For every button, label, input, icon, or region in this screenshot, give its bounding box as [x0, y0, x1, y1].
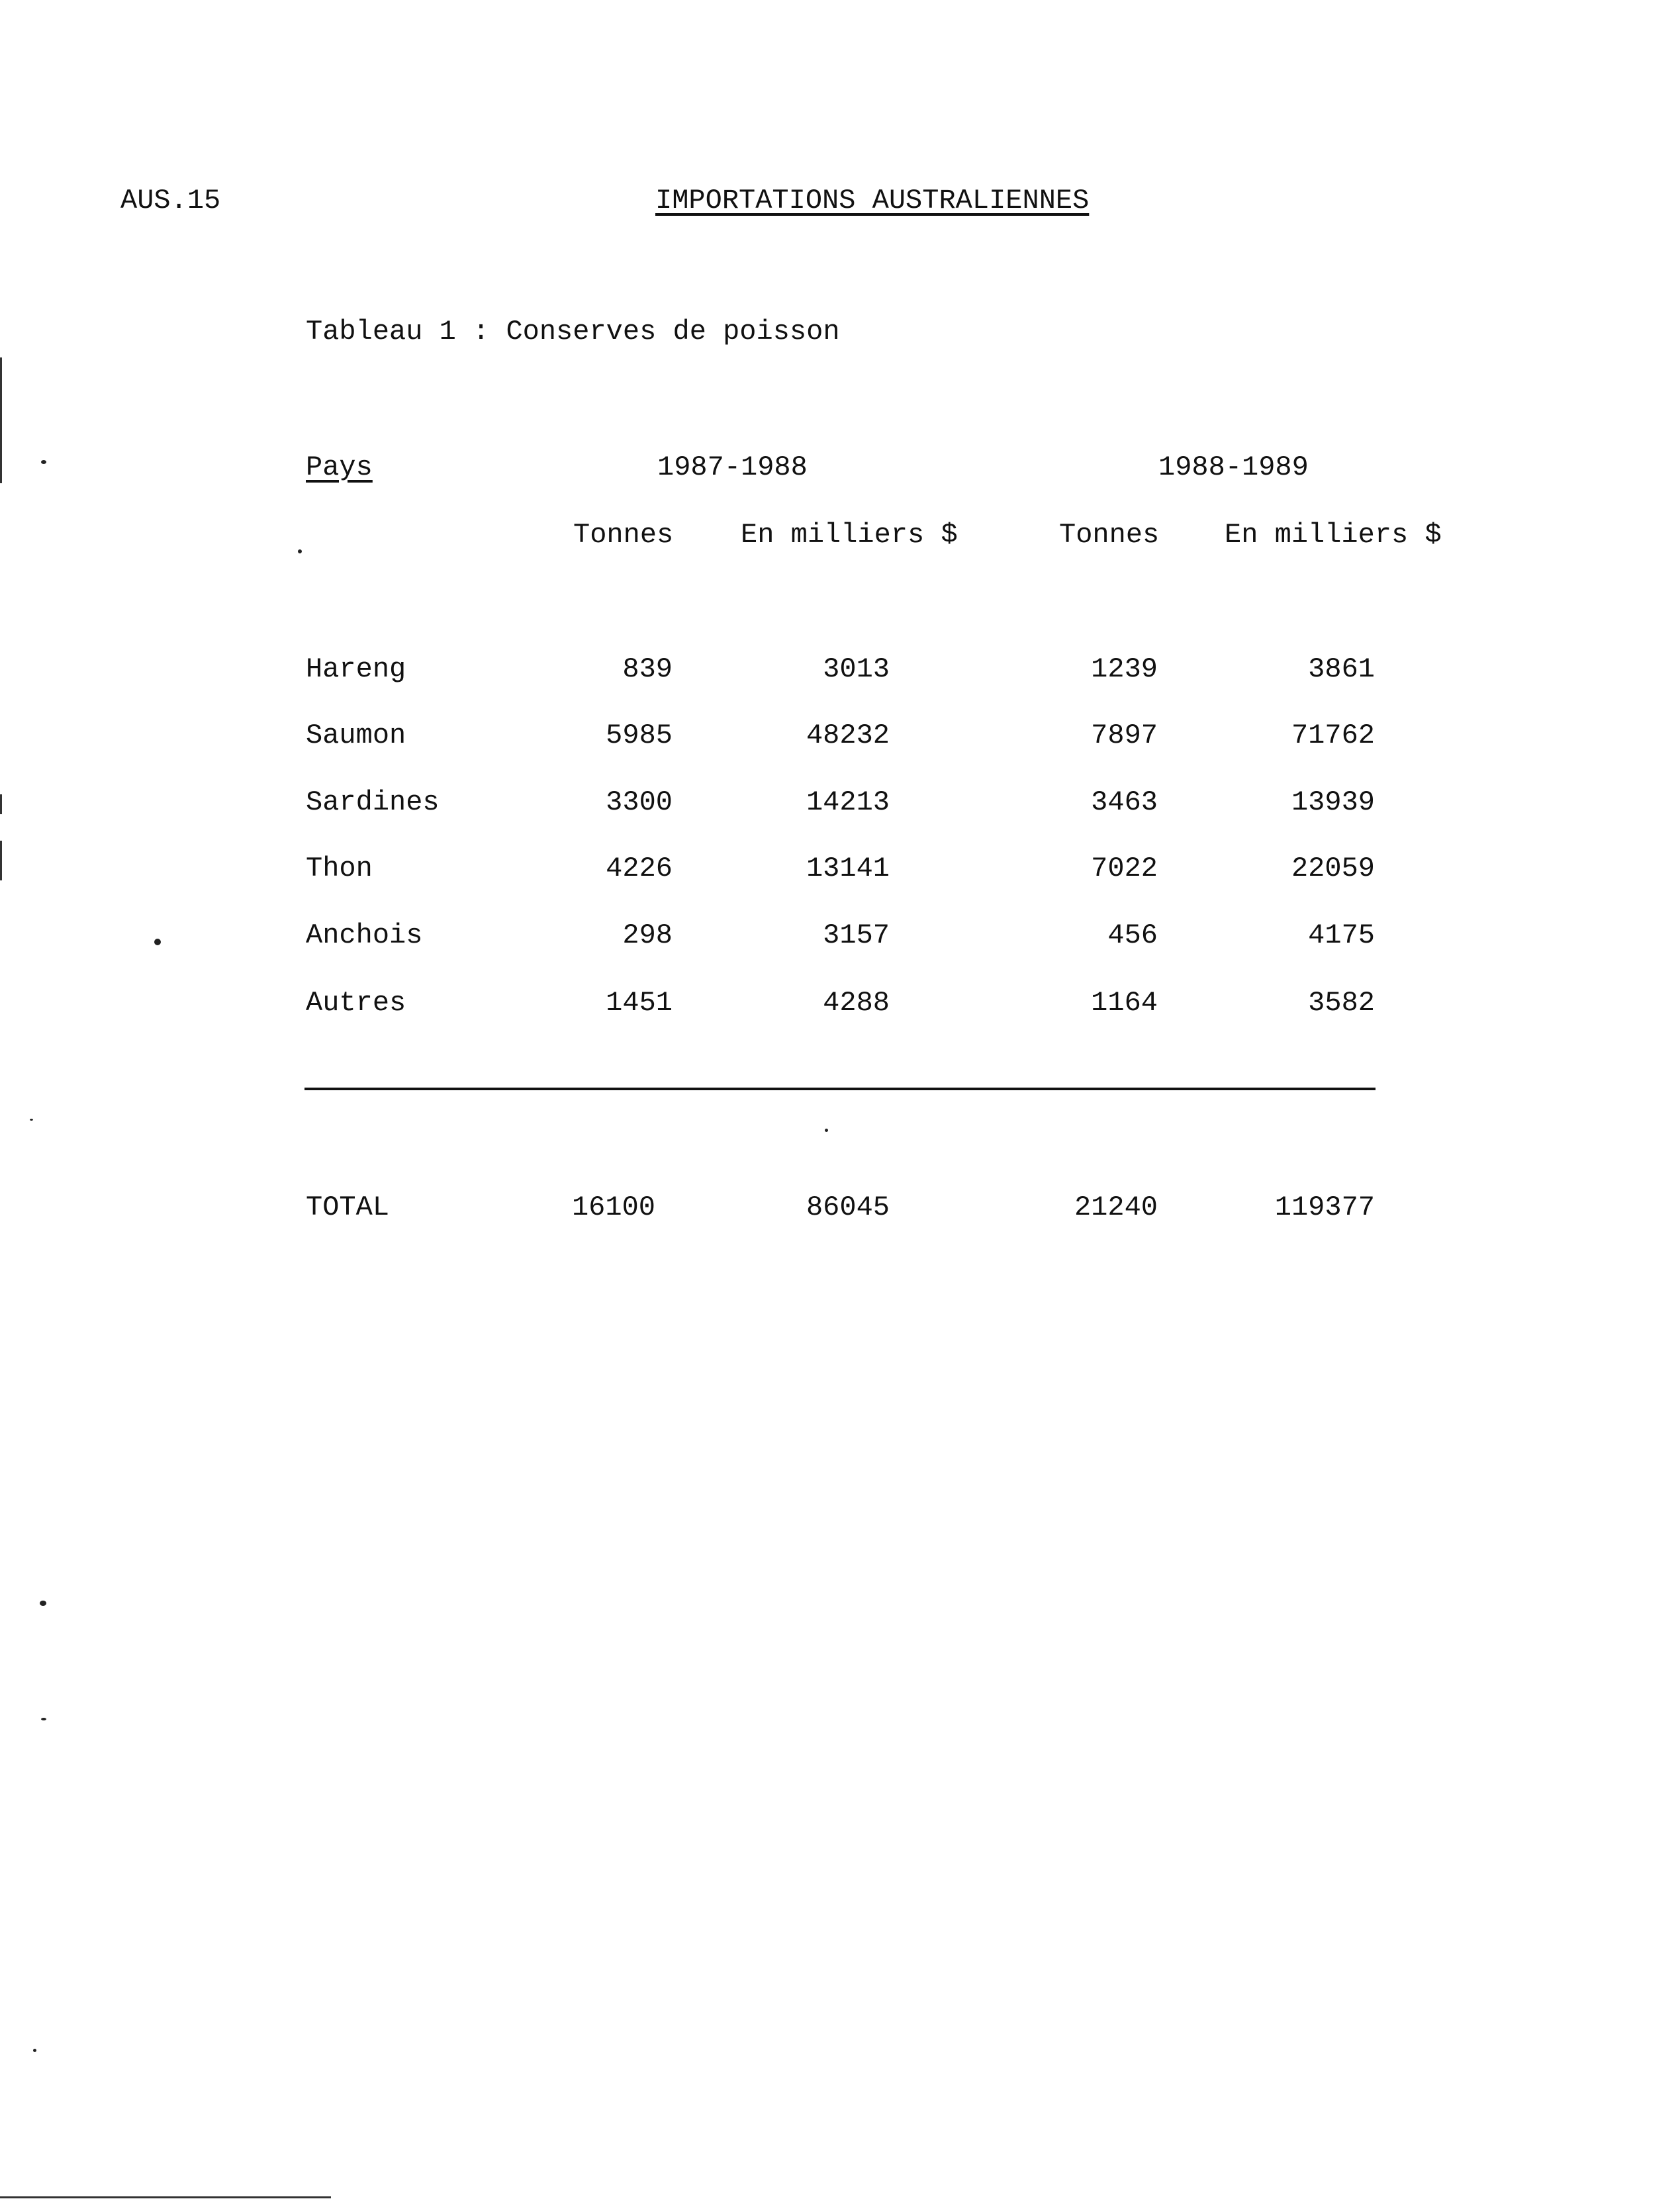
- row-label: Sardines: [306, 786, 440, 818]
- scan-speck: [40, 1601, 46, 1606]
- cell-tonnes-1988: 7022: [1091, 853, 1158, 884]
- row-label: Autres: [306, 987, 406, 1019]
- cell-tonnes-1988: 456: [1107, 919, 1158, 951]
- unit-header-tonnes-1988: Tonnes: [1059, 519, 1160, 551]
- cell-value-1987: 48232: [806, 720, 890, 751]
- row-label: Hareng: [306, 653, 406, 685]
- scan-edge-mark: [0, 2196, 331, 2198]
- scan-edge-mark: [0, 841, 2, 880]
- row-label: Thon: [306, 853, 373, 884]
- total-value-1988: 119377: [1274, 1192, 1375, 1223]
- cell-tonnes-1987: 839: [622, 653, 673, 685]
- cell-value-1987: 3157: [823, 919, 890, 951]
- row-label: Anchois: [306, 919, 423, 951]
- cell-tonnes-1988: 3463: [1091, 786, 1158, 818]
- total-value-1987: 86045: [806, 1192, 890, 1223]
- total-tonnes-1987: 16100: [571, 1192, 655, 1223]
- total-label: TOTAL: [306, 1192, 390, 1223]
- cell-tonnes-1987: 5985: [606, 720, 673, 751]
- scan-speck: [41, 460, 46, 464]
- cell-value-1988: 3861: [1308, 653, 1375, 685]
- cell-value-1988: 13939: [1291, 786, 1375, 818]
- table-separator-rule: [304, 1088, 1376, 1090]
- cell-tonnes-1988: 1239: [1091, 653, 1158, 685]
- cell-value-1987: 4288: [823, 987, 890, 1019]
- table-caption: Tableau 1 : Conserves de poisson: [306, 316, 840, 348]
- cell-value-1988: 4175: [1308, 919, 1375, 951]
- scan-speck: [825, 1129, 828, 1132]
- scan-edge-mark: [0, 357, 2, 483]
- country-column-header: Pays: [306, 451, 373, 483]
- cell-value-1988: 3582: [1308, 987, 1375, 1019]
- cell-tonnes-1988: 7897: [1091, 720, 1158, 751]
- scan-speck: [154, 939, 161, 945]
- document-title: IMPORTATIONS AUSTRALIENNES: [655, 185, 1090, 216]
- cell-tonnes-1987: 3300: [606, 786, 673, 818]
- row-label: Saumon: [306, 720, 406, 751]
- scan-speck: [30, 1119, 33, 1121]
- cell-tonnes-1987: 1451: [606, 987, 673, 1019]
- cell-value-1988: 22059: [1291, 853, 1375, 884]
- cell-value-1988: 71762: [1291, 720, 1375, 751]
- cell-value-1987: 14213: [806, 786, 890, 818]
- document-code: AUS.15: [120, 185, 221, 216]
- cell-value-1987: 13141: [806, 853, 890, 884]
- cell-tonnes-1987: 298: [622, 919, 673, 951]
- scan-speck: [298, 549, 302, 553]
- scan-speck: [41, 1718, 46, 1720]
- period-header-1987-1988: 1987-1988: [657, 451, 808, 483]
- unit-header-value-1988: En milliers $: [1225, 519, 1442, 551]
- cell-value-1987: 3013: [823, 653, 890, 685]
- period-header-1988-1989: 1988-1989: [1158, 451, 1309, 483]
- cell-tonnes-1988: 1164: [1091, 987, 1158, 1019]
- unit-header-value-1987: En milliers $: [741, 519, 958, 551]
- unit-header-tonnes-1987: Tonnes: [573, 519, 674, 551]
- total-tonnes-1988: 21240: [1074, 1192, 1158, 1223]
- scan-speck: [33, 2049, 36, 2052]
- scan-edge-mark: [0, 794, 2, 814]
- cell-tonnes-1987: 4226: [606, 853, 673, 884]
